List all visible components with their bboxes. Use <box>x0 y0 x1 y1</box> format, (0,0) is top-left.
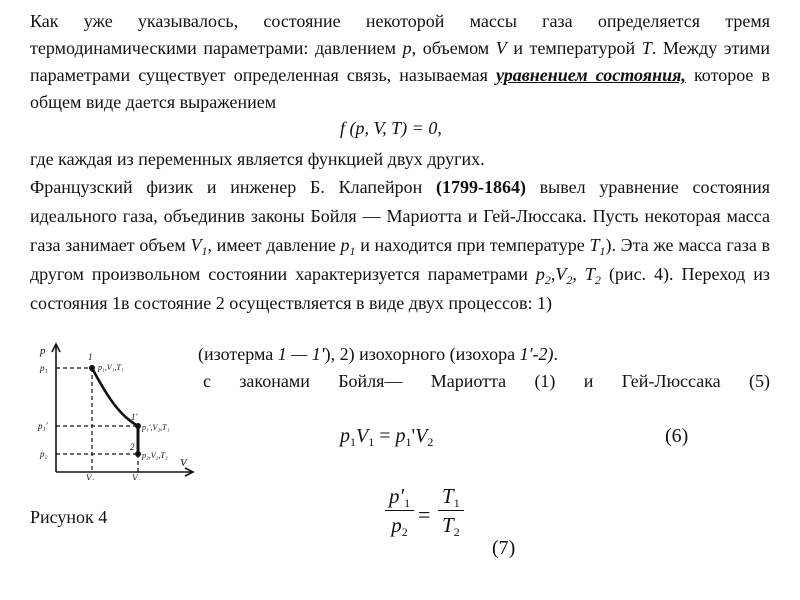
axis-V-label: V <box>180 457 187 469</box>
paragraph-intro <box>30 8 770 116</box>
eq6-V: V <box>356 425 369 447</box>
eq7-T2: T <box>442 513 454 537</box>
sub-1: 1 <box>404 496 411 510</box>
clapeyron-text-b: вывел уравнение состояния идеального газа, объединив законы Бойля — Мариотта и Гей-Люссака. Пусть некоторая масса газа занимает объем <box>30 177 770 255</box>
line-isotherm <box>198 344 558 365</box>
var-p2 <box>535 264 551 287</box>
isochore-label: 1'-2) <box>519 344 554 364</box>
eq6-equals: = <box>374 425 396 447</box>
state-1-params: p₁,V₁,T₁ <box>98 363 124 372</box>
eq7-fraction-right <box>438 482 464 539</box>
point-2-label: 2 <box>130 442 135 452</box>
isotherm-label: 1 — 1' <box>277 344 325 364</box>
intro-text-b: , объемом <box>411 38 490 58</box>
intro-text-a: Как уже указывалось, состояние некоторой массы газа определяется тремя термодинамическими параметрами: давлением <box>30 11 770 58</box>
state-1prime-params: p₁',V₂,T₁ <box>142 423 170 432</box>
sub-1: 1 <box>349 244 356 258</box>
eq7-numerator-right <box>438 482 464 511</box>
equation-7-number: (7) <box>492 537 516 559</box>
var-p2-letter: p <box>535 264 545 284</box>
sub-1: 1 <box>453 496 460 510</box>
clapeyron-text-c2: ). Эта же масса газа в другом произвольном состоянии характеризуется параметрами <box>30 235 771 284</box>
sub-1: 1 <box>350 435 356 449</box>
pv-diagram-svg <box>28 340 200 480</box>
var-V1 <box>190 235 208 258</box>
equation-6-number: (6) <box>665 425 689 447</box>
sub-2: 2 <box>427 435 434 449</box>
sub-1: 1 <box>599 244 606 258</box>
clapeyron-text-d: (рис. 4). Переход из состояния 1в состояние 2 осуществляется в виде двух процессов: 1) <box>30 264 771 313</box>
tick-p2: p₂ <box>40 449 48 459</box>
eq7-T1: T <box>442 484 454 508</box>
isotherm-text-e: . <box>553 344 558 364</box>
figure-4-pv-diagram <box>28 340 200 480</box>
intro-text-d: . Между этими параметрами существует определенная связь, называемая <box>30 38 771 85</box>
var-V2-letter: V <box>555 264 567 284</box>
state-2-params: p₂,V₂,T₂ <box>142 451 168 460</box>
eq7-denominator-right <box>438 511 464 539</box>
eq7-p1prime: p′ <box>389 484 405 508</box>
paragraph-clapeyron: Французский физик и инженер Б. Клапейрон (1799-1864) вывел уравнение состояния идеального газа, объединив законы Бойля — Мариотта и Гей-Люссака. Пусть некоторая масса газа занимает объем $V_1$, имеет давление $p_1$ и находится при температуре $T_1$). Эта же масса газа в другом произвольном состоянии характеризуется параметрами $p_2,V_2$, $T_2$ (рис. 4). Переход из состояния 1в состояние 2 осуществляется в виде двух процессов: 1) <box>30 177 771 313</box>
sub-2: 2 <box>566 273 573 287</box>
var-V: V <box>495 38 507 58</box>
var-T2-letter: T <box>584 264 595 284</box>
line-laws: с законами Бойля— Мариотта (1) и Гей-Люссака (5) <box>203 371 770 391</box>
equation-state-general: f (p, V, T) = 0, <box>340 118 442 138</box>
var-p1-letter: p <box>340 235 350 255</box>
var-T: T <box>641 38 652 58</box>
var-T2 <box>584 264 601 287</box>
sub-1: 1 <box>368 435 375 449</box>
isotherm-text-a: (изотерма <box>198 344 274 364</box>
eq7-denominator-left <box>385 511 414 539</box>
eq6-V2: V <box>415 425 428 447</box>
point-2 <box>135 451 141 457</box>
var-T1-letter: T <box>589 235 600 255</box>
sub-2: 2 <box>544 273 551 287</box>
point-1-label: 1 <box>88 352 93 362</box>
tick-p1: p₁ <box>40 363 48 373</box>
eq7-fraction-left <box>385 482 414 539</box>
clapeyron-text-b2: , имеет давление <box>207 235 336 255</box>
var-T1 <box>589 235 606 258</box>
eq7-equals: = <box>418 502 431 527</box>
var-p: p <box>402 38 412 58</box>
axis-p-label: p <box>40 345 46 357</box>
equation-6 <box>340 425 433 448</box>
tick-V2: V₂ <box>132 473 141 480</box>
eq6-p: p <box>340 425 350 447</box>
point-1prime-label: 1' <box>131 412 138 422</box>
figure-caption: Рисунок 4 <box>30 507 108 527</box>
paragraph-functions: где каждая из переменных является функцией двух других. <box>30 149 485 169</box>
point-1 <box>89 365 95 371</box>
eq7-p2: p <box>391 513 402 537</box>
clapeyron-text-c: и находится при температуре <box>360 235 585 255</box>
clapeyron-years: (1799-1864) <box>435 177 526 197</box>
sub-1: 1 <box>405 435 412 449</box>
sub-2: 2 <box>401 525 408 539</box>
tick-V1: V₁ <box>86 473 95 480</box>
intro-text-c: и температурой <box>513 38 636 58</box>
var-V1-letter: V <box>190 235 202 255</box>
tick-p1prime: p₁' <box>38 421 48 431</box>
sub-2: 2 <box>453 525 460 539</box>
clapeyron-text-a: Французский физик и инженер Б. Клапейрон <box>30 177 423 197</box>
var-p1 <box>340 235 356 258</box>
eq7-numerator-left <box>385 482 414 511</box>
var-V2 <box>555 264 573 287</box>
eq6-prime: ' <box>411 425 416 447</box>
sub-1: 1 <box>201 244 208 258</box>
sub-2: 2 <box>594 273 601 287</box>
term-equation-of-state: уравнением состояния, <box>496 65 686 85</box>
isotherm-text-c: ), 2) изохорного (изохора <box>324 344 516 364</box>
point-1prime <box>135 423 141 429</box>
intro-text-e: которое в общем виде дается выражением <box>30 65 770 112</box>
eq6-p1prime: p <box>395 425 406 447</box>
